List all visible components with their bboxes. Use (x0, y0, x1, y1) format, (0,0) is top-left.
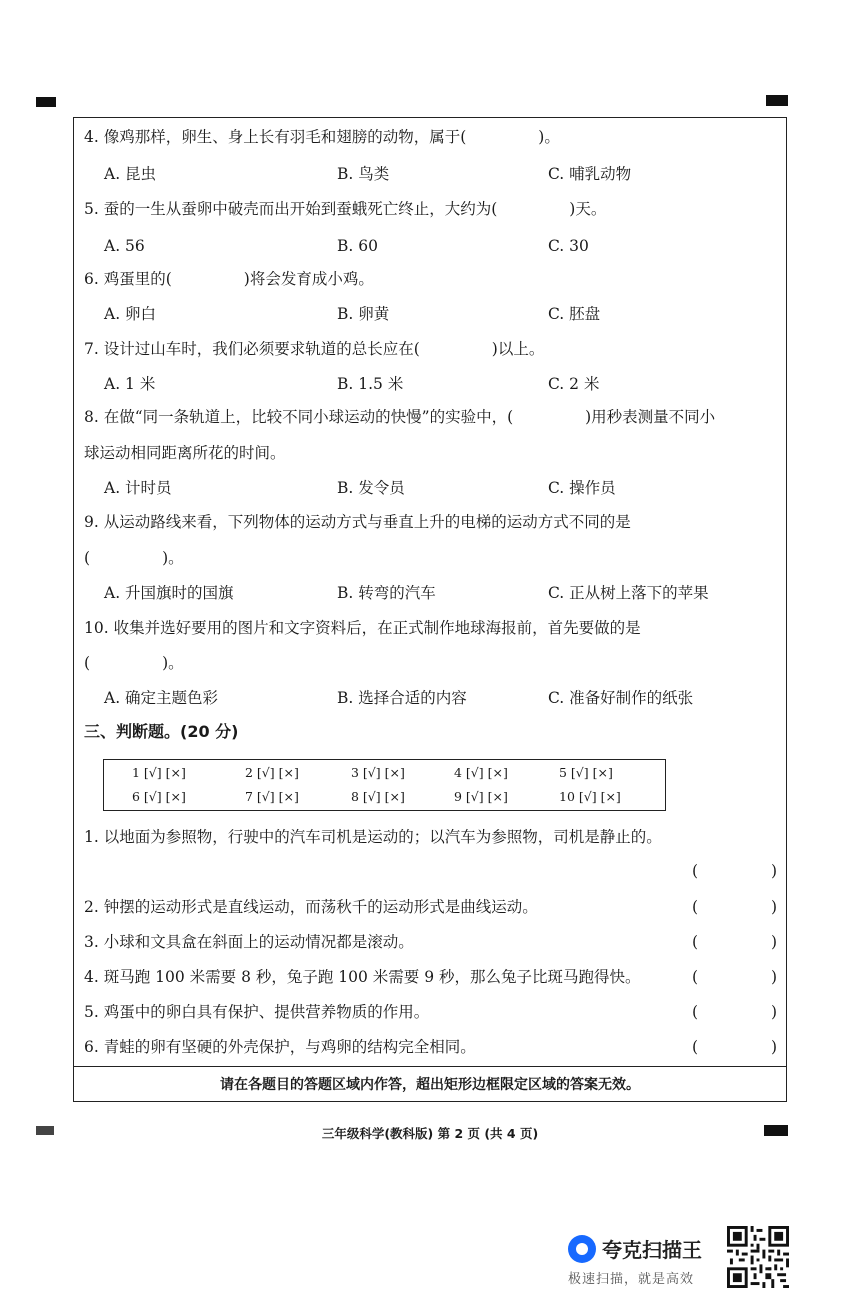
question-8-option-a[interactable]: A. 计时员 (104, 479, 172, 497)
brand-name: 夸克扫描王 (602, 1238, 702, 1262)
question-8-option-c[interactable]: C. 操作员 (548, 479, 616, 497)
page-number: 三年级科学(教科版) 第 2 页 (共 4 页) (321, 1126, 539, 1141)
answer-cell-8[interactable]: 8 [√] [×] (351, 789, 405, 804)
question-10-stem-line2: ( )。 (84, 654, 184, 672)
answer-cell-9[interactable]: 9 [√] [×] (454, 789, 508, 804)
brand-slogan: 极速扫描，就是高效 (568, 1272, 695, 1287)
question-7-option-a[interactable]: A. 1 米 (104, 375, 156, 393)
question-9-stem-line2: ( )。 (84, 549, 184, 567)
answer-cell-6[interactable]: 6 [√] [×] (132, 789, 186, 804)
judgement-item-3-paren-open: ( (692, 933, 699, 951)
question-10-option-c[interactable]: C. 准备好制作的纸张 (548, 689, 694, 707)
judgement-item-1: 1. 以地面为参照物，行驶中的汽车司机是运动的；以汽车为参照物，司机是静止的。 (84, 828, 662, 846)
judgement-item-3-paren-close: ) (771, 933, 778, 951)
answer-cell-7[interactable]: 7 [√] [×] (245, 789, 299, 804)
question-5-option-a[interactable]: A. 56 (104, 237, 145, 255)
judgement-item-5-paren-close: ) (771, 1003, 778, 1021)
judgement-item-6-paren-close: ) (771, 1038, 778, 1056)
question-10-option-a[interactable]: A. 确定主题色彩 (104, 689, 219, 707)
answer-cell-4[interactable]: 4 [√] [×] (454, 765, 508, 780)
answer-cell-1[interactable]: 1 [√] [×] (132, 765, 186, 780)
judgement-item-6-paren-open: ( (692, 1038, 699, 1056)
question-4-option-b[interactable]: B. 鸟类 (337, 165, 390, 183)
judgement-item-2-paren-close: ) (771, 898, 778, 916)
answer-cell-3[interactable]: 3 [√] [×] (351, 765, 405, 780)
footer-notice: 请在各题目的答题区域内作答，超出矩形边框限定区域的答案无效。 (74, 1066, 786, 1101)
question-8-stem: 8. 在做“同一条轨道上，比较不同小球运动的快慢”的实验中，( )用秒表测量不同小 (84, 408, 716, 426)
question-10-stem: 10. 收集并选好要用的图片和文字资料后，在正式制作地球海报前，首先要做的是 (84, 619, 641, 637)
question-7-option-b[interactable]: B. 1.5 米 (337, 375, 404, 393)
judgement-item-5-paren-open: ( (692, 1003, 699, 1021)
answer-frame (73, 117, 787, 1102)
question-8-option-b[interactable]: B. 发令员 (337, 479, 405, 497)
question-10-option-b[interactable]: B. 选择合适的内容 (337, 689, 467, 707)
judgement-item-6: 6. 青蛙的卵有坚硬的外壳保护，与鸡卵的结构完全相同。 (84, 1038, 476, 1056)
judgement-item-2: 2. 钟摆的运动形式是直线运动，而荡秋千的运动形式是曲线运动。 (84, 898, 538, 916)
question-6-option-a[interactable]: A. 卵白 (104, 305, 157, 323)
judgement-item-4-paren-open: ( (692, 968, 699, 986)
question-9-option-c[interactable]: C. 正从树上落下的苹果 (548, 584, 709, 602)
question-9-stem: 9. 从运动路线来看，下列物体的运动方式与垂直上升的电梯的运动方式不同的是 (84, 513, 631, 531)
answer-cell-5[interactable]: 5 [√] [×] (559, 765, 613, 780)
question-7-stem: 7. 设计过山车时，我们必须要求轨道的总长应在( )以上。 (84, 340, 545, 358)
question-5-option-c[interactable]: C. 30 (548, 237, 589, 255)
question-7-option-c[interactable]: C. 2 米 (548, 375, 600, 393)
section-3-title: 三、判断题。(20 分) (84, 722, 239, 741)
judgement-item-1-paren-open: ( (692, 862, 699, 880)
question-4-option-c[interactable]: C. 哺乳动物 (548, 165, 632, 183)
registration-mark-top-left (36, 97, 56, 107)
answer-cell-10[interactable]: 10 [√] [×] (559, 789, 621, 804)
question-6-stem: 6. 鸡蛋里的( )将会发育成小鸡。 (84, 270, 374, 288)
judgement-item-3: 3. 小球和文具盒在斜面上的运动情况都是滚动。 (84, 933, 414, 951)
scanner-brand (568, 1228, 723, 1288)
question-5-option-b[interactable]: B. 60 (337, 237, 378, 255)
judgement-item-5: 5. 鸡蛋中的卵白具有保护、提供营养物质的作用。 (84, 1003, 430, 1021)
judgement-item-4-paren-close: ) (771, 968, 778, 986)
qr-code-icon (727, 1226, 789, 1288)
registration-mark-top-right (766, 95, 788, 106)
answer-cell-2[interactable]: 2 [√] [×] (245, 765, 299, 780)
judgement-answer-box (103, 759, 666, 811)
question-6-option-c[interactable]: C. 胚盘 (548, 305, 601, 323)
judgement-item-1-paren-close: ) (771, 862, 778, 880)
judgement-item-4: 4. 斑马跑 100 米需要 8 秒，兔子跑 100 米需要 9 秒，那么兔子比斑马跑得快。 (84, 968, 641, 986)
question-5-stem: 5. 蚕的一生从蚕卵中破壳而出开始到蚕蛾死亡终止，大约为( )天。 (84, 200, 607, 218)
question-6-option-b[interactable]: B. 卵黄 (337, 305, 390, 323)
question-9-option-a[interactable]: A. 升国旗时的国旗 (104, 584, 234, 602)
judgement-item-2-paren-open: ( (692, 898, 699, 916)
quark-logo-icon (568, 1235, 596, 1263)
question-8-stem-line2: 球运动相同距离所花的时间。 (84, 444, 286, 462)
question-4-stem: 4. 像鸡那样，卵生、身上长有羽毛和翅膀的动物，属于( )。 (84, 128, 560, 146)
question-4-option-a[interactable]: A. 昆虫 (104, 165, 157, 183)
question-9-option-b[interactable]: B. 转弯的汽车 (337, 584, 436, 602)
